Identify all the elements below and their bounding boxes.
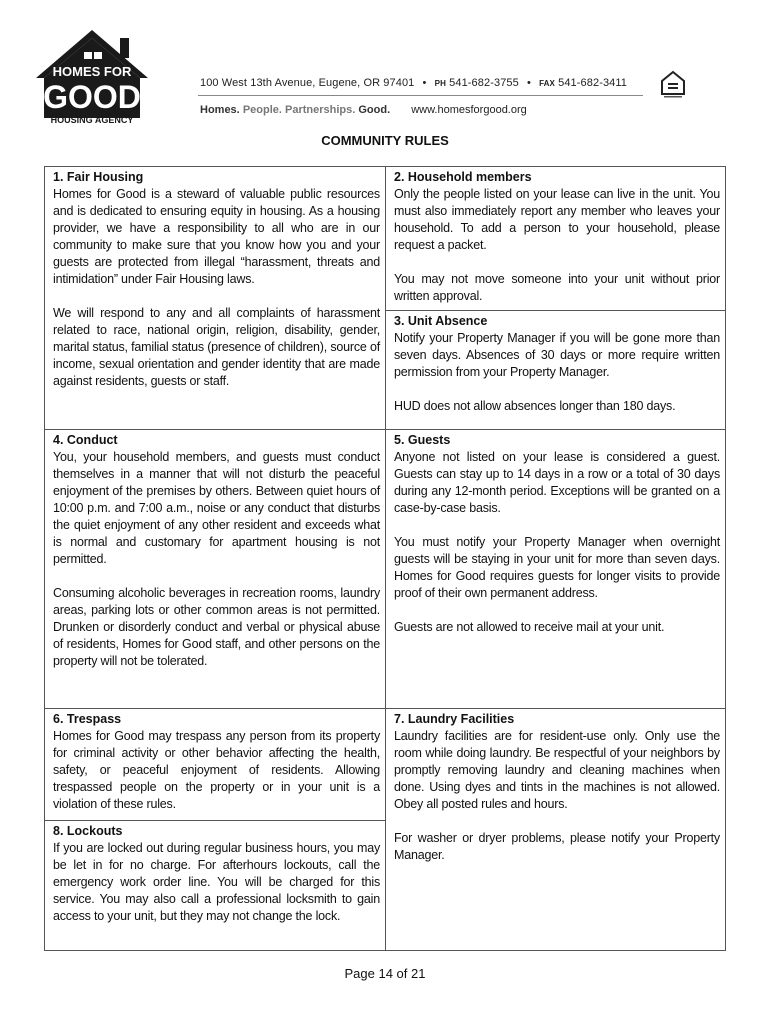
rule-conduct	[45, 429, 385, 708]
page-number: Page 14 of 21	[344, 966, 426, 981]
rule-text: You, your household members, and guests must conduct themselves in a manner that will not disturb the peaceful enjoyment of the premises by others. Between quiet hours of 10:00 p.m. and 7:00 a.m., noise or any conduct that disturbs the quiet enjoyment of any other resident and exceeds what is normal and customary for apartment housing is not permitted.	[53, 450, 380, 566]
rule-text: If you are locked out during regular business hours, you may be let in for no charge. For afterhours lockouts, call the emergency work order line. You will be charged for this service. You may also call a professional locksmith to gain access to your unit, but they may not change the lock.	[53, 841, 380, 923]
rule-text: Only the people listed on your lease can live in the unit. You must also immediately report any member who leaves your household. To add a person to your household, please request a packet.	[394, 187, 720, 252]
rule-household-members	[386, 167, 725, 310]
header-divider	[198, 95, 643, 96]
rule-laundry-facilities	[386, 708, 725, 950]
rule-text: Laundry facilities are for resident-use only. Only use the room while doing laundry. Be respectful of your neighbors by promptly removing laundry and cleaning machines when done. Using dyes and tints in the machines is not allowed. Obey all posted rules and hours.	[394, 729, 720, 811]
rule-fair-housing	[45, 167, 385, 429]
rule-text: Homes for Good is a steward of valuable public resources and is dedicated to ensuring equity in housing. As a housing provider, we have a responsibility to all who are in our community to make sure that you know how you and your guests are protected from illegal “harassment, threats and intimidation” under Fair Housing laws.	[53, 187, 380, 286]
rule-heading: 7. Laundry Facilities	[394, 712, 515, 726]
rule-text: You must notify your Property Manager when overnight guests will be staying in your unit for more than seven days. Homes for Good requires guests for longer visits to provide proof of their own permanent address.	[394, 535, 720, 600]
address: 100 West 13th Avenue, Eugene, OR 97401	[200, 77, 415, 89]
contact-line: 100 West 13th Avenue, Eugene, OR 97401 • PH 541-682-3755 • FAX 541-682-3411	[200, 77, 628, 89]
svg-text:HOUSING AGENCY: HOUSING AGENCY	[50, 115, 134, 124]
rule-guests	[386, 429, 725, 708]
svg-text:GOOD: GOOD	[43, 79, 141, 115]
rule-text: Anyone not listed on your lease is considered a guest. Guests can stay up to 14 days in a row or a total of 30 days during any 12-month period. Exceptions will be granted on a case-by-case basis.	[394, 450, 720, 515]
rule-text: Guests are not allowed to receive mail at your unit.	[394, 620, 665, 634]
website: www.homesforgood.org	[411, 104, 527, 116]
rule-heading: 4. Conduct	[53, 433, 118, 447]
rule-heading: 8. Lockouts	[53, 824, 123, 838]
left-column	[45, 167, 386, 950]
phone: 541-682-3755	[449, 77, 519, 89]
rule-trespass	[45, 708, 385, 820]
rule-text: Notify your Property Manager if you will be gone more than seven days. Absences of 30 days or more require written permission from your Property Manager.	[394, 331, 720, 379]
fax-label: FAX	[539, 79, 555, 88]
rule-text: You may not move someone into your unit without prior written approval.	[394, 272, 720, 303]
rule-heading: 6. Trespass	[53, 712, 122, 726]
homes-for-good-logo	[30, 28, 155, 124]
rule-heading: 1. Fair Housing	[53, 170, 144, 184]
phone-label: PH	[434, 79, 446, 88]
rule-lockouts	[45, 820, 385, 950]
right-column	[386, 167, 725, 950]
equal-housing-icon	[660, 70, 686, 100]
rule-text: Consuming alcoholic beverages in recreation rooms, laundry areas, parking lots or other common areas is not permitted. Drunken or disorderly conduct and verbal or physical abuse of residents, Homes for Good staff, and other persons on the property will not be tolerated.	[53, 586, 380, 668]
svg-text:HOMES FOR: HOMES FOR	[52, 64, 132, 79]
rule-heading: 2. Household members	[394, 170, 532, 184]
rule-heading: 5. Guests	[394, 433, 451, 447]
rule-text: Homes for Good may trespass any person from its property for criminal activity or other behavior affecting the health, safety, or peaceful enjoyment of residents. Allowing trespassed people on the property or in your unit is a violation of these rules.	[53, 729, 380, 811]
rule-heading: 3. Unit Absence	[394, 314, 488, 328]
rule-text: For washer or dryer problems, please notify your Property Manager.	[394, 831, 720, 862]
community-rules-table	[44, 166, 726, 951]
rule-text: We will respond to any and all complaints of harassment related to race, national origin, religion, disability, gender, marital status, familial status (presence of children), source of income, sexual orientation and gender identity that are made against residents, guests or staff.	[53, 306, 380, 388]
fax: 541-682-3411	[558, 77, 628, 89]
rule-unit-absence	[386, 310, 725, 429]
tagline: Homes. People. Partnerships. Good. www.homesforgood.org	[200, 104, 527, 116]
rule-text: HUD does not allow absences longer than 180 days.	[394, 399, 676, 413]
page-title: COMMUNITY RULES	[321, 133, 449, 148]
